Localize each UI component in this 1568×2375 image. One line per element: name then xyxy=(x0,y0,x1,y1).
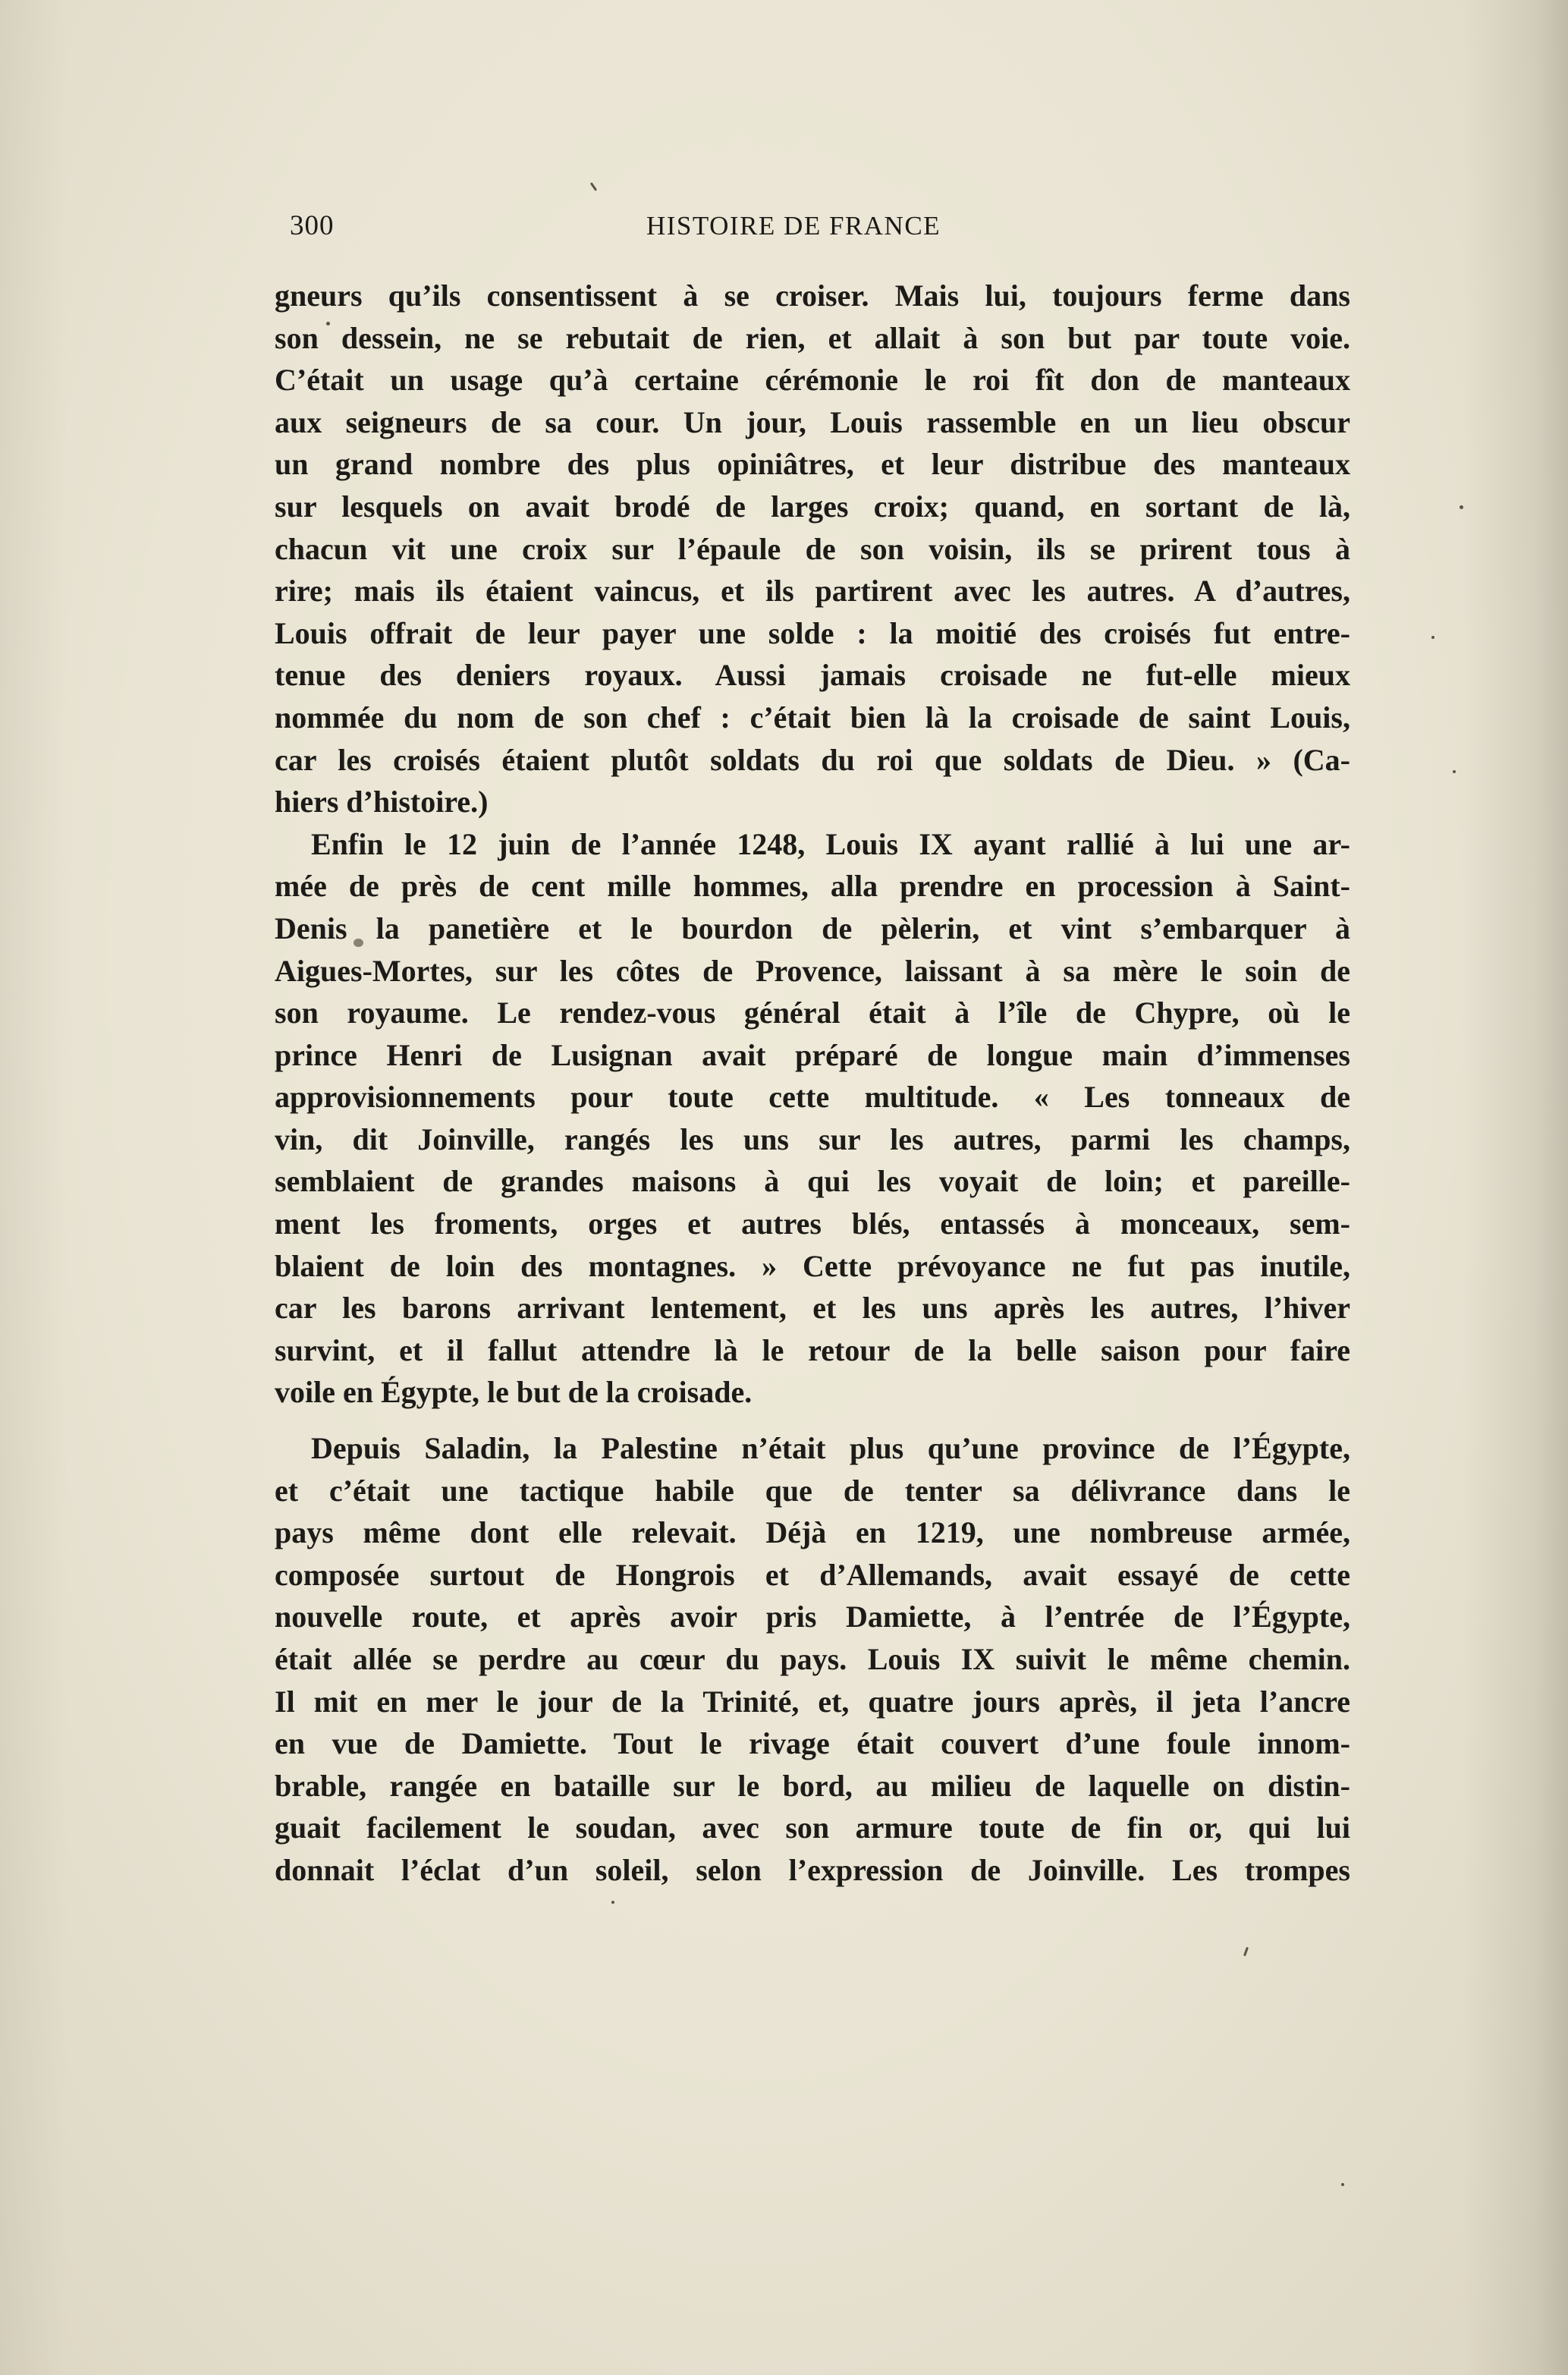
text-line: pays même dont elle relevait. Déjà en 1219, une nombreuse armée, xyxy=(275,1515,1350,1550)
text-line: Louis offrait de leur payer une solde : la moitié des croisés fut entre- xyxy=(275,615,1350,650)
text-line: Enfin le 12 juin de l’année 1248, Louis IX ayant rallié à lui une ar- xyxy=(311,826,1350,861)
text-line: gneurs qu’ils consentissent à se croiser. Mais lui, toujours ferme dans xyxy=(275,278,1350,313)
paper-speck xyxy=(1453,770,1456,773)
paragraph xyxy=(275,823,1350,1414)
running-header xyxy=(290,209,1350,252)
paragraph xyxy=(275,1427,1350,1892)
paper-speck xyxy=(590,182,597,191)
text-line: car les croisés étaient plutôt soldats du roi que soldats de Dieu. » (Ca- xyxy=(275,742,1350,777)
text-line: Denis la panetière et le bourdon de pèlerin, et vint s’embarquer à xyxy=(275,911,1350,945)
text-line: son dessein, ne se rebutait de rien, et allait à son but par toute voie. xyxy=(275,320,1350,355)
text-line: un grand nombre des plus opiniâtres, et leur distribue des manteaux xyxy=(275,447,1350,482)
text-line: C’était un usage qu’à certaine cérémonie le roi fît don de manteaux xyxy=(275,363,1350,398)
text-line: nouvelle route, et après avoir pris Damiette, à l’entrée de l’Égypte, xyxy=(275,1600,1350,1634)
paper-speck xyxy=(1460,505,1463,509)
paragraph xyxy=(275,275,1350,823)
text-line: sur lesquels on avait brodé de larges croix; quand, en sortant de là, xyxy=(275,489,1350,524)
text-line: et c’était une tactique habile que de tenter sa délivrance dans le xyxy=(275,1473,1350,1508)
text-line: approvisionnements pour toute cette multitude. « Les tonneaux de xyxy=(275,1080,1350,1115)
running-title: HISTOIRE DE FRANCE xyxy=(646,211,941,241)
text-line: prince Henri de Lusignan avait préparé de longue main d’immenses xyxy=(275,1037,1350,1072)
text-line: rire; mais ils étaient vaincus, et ils partirent avec les autres. A d’autres, xyxy=(275,574,1350,609)
text-line: Il mit en mer le jour de la Trinité, et, quatre jours après, il jeta l’ancre xyxy=(275,1684,1350,1719)
text-line: était allée se perdre au cœur du pays. Louis IX suivit le même chemin. xyxy=(275,1642,1350,1676)
text-line: hiers d’histoire.) xyxy=(275,785,489,819)
text-line: son royaume. Le rendez-vous général était à l’île de Chypre, où le xyxy=(275,996,1350,1030)
text-line: nommée du nom de son chef : c’était bien là la croisade de saint Louis, xyxy=(275,700,1350,735)
text-line: vin, dit Joinville, rangés les uns sur les autres, parmi les champs, xyxy=(275,1121,1350,1156)
page-left-shadow xyxy=(0,0,68,2375)
text-line: en vue de Damiette. Tout le rivage était couvert d’une foule innom- xyxy=(275,1726,1350,1761)
text-line: Aigues-Mortes, sur les côtes de Provence, laissant à sa mère le soin de xyxy=(275,953,1350,988)
text-line: blaient de loin des montagnes. » Cette prévoyance ne fut pas inutile, xyxy=(275,1248,1350,1283)
text-line: brable, rangée en bataille sur le bord, au milieu de laquelle on distin- xyxy=(275,1768,1350,1803)
text-line: chacun vit une croix sur l’épaule de son voisin, ils se prirent tous à xyxy=(275,531,1350,566)
text-line: Depuis Saladin, la Palestine n’était plus qu’une province de l’Égypte, xyxy=(311,1431,1350,1466)
text-line: ment les froments, orges et autres blés, entassés à monceaux, sem- xyxy=(275,1206,1350,1241)
text-line: donnait l’éclat d’un soleil, selon l’expression de Joinville. Les trompes xyxy=(275,1852,1350,1887)
paper-speck xyxy=(1341,2183,1344,2186)
paragraph-gap xyxy=(275,1414,1350,1427)
text-line: tenue des deniers royaux. Aussi jamais croisade ne fut-elle mieux xyxy=(275,658,1350,693)
text-line: voile en Égypte, le but de la croisade. xyxy=(275,1375,753,1410)
text-line: car les barons arrivant lentement, et les uns après les autres, l’hiver xyxy=(275,1291,1350,1326)
text-line: composée surtout de Hongrois et d’Allemands, avait essayé de cette xyxy=(275,1557,1350,1592)
text-line: aux seigneurs de sa cour. Un jour, Louis rassemble en un lieu obscur xyxy=(275,404,1350,439)
text-line: mée de près de cent mille hommes, alla prendre en procession à Saint- xyxy=(275,869,1350,904)
body-text xyxy=(275,275,1350,1892)
text-line: guait facilement le soudan, avec son armure toute de fin or, qui lui xyxy=(275,1810,1350,1845)
paper-speck xyxy=(611,1901,614,1904)
text-line: survint, et il fallut attendre là le retour de la belle saison pour faire xyxy=(275,1332,1350,1367)
text-line: semblaient de grandes maisons à qui les voyait de loin; et pareille- xyxy=(275,1164,1350,1199)
page-right-shadow xyxy=(1462,0,1568,2375)
paper-speck xyxy=(1243,1947,1249,1956)
page-number: 300 xyxy=(290,210,335,241)
paper-speck xyxy=(1431,636,1434,639)
